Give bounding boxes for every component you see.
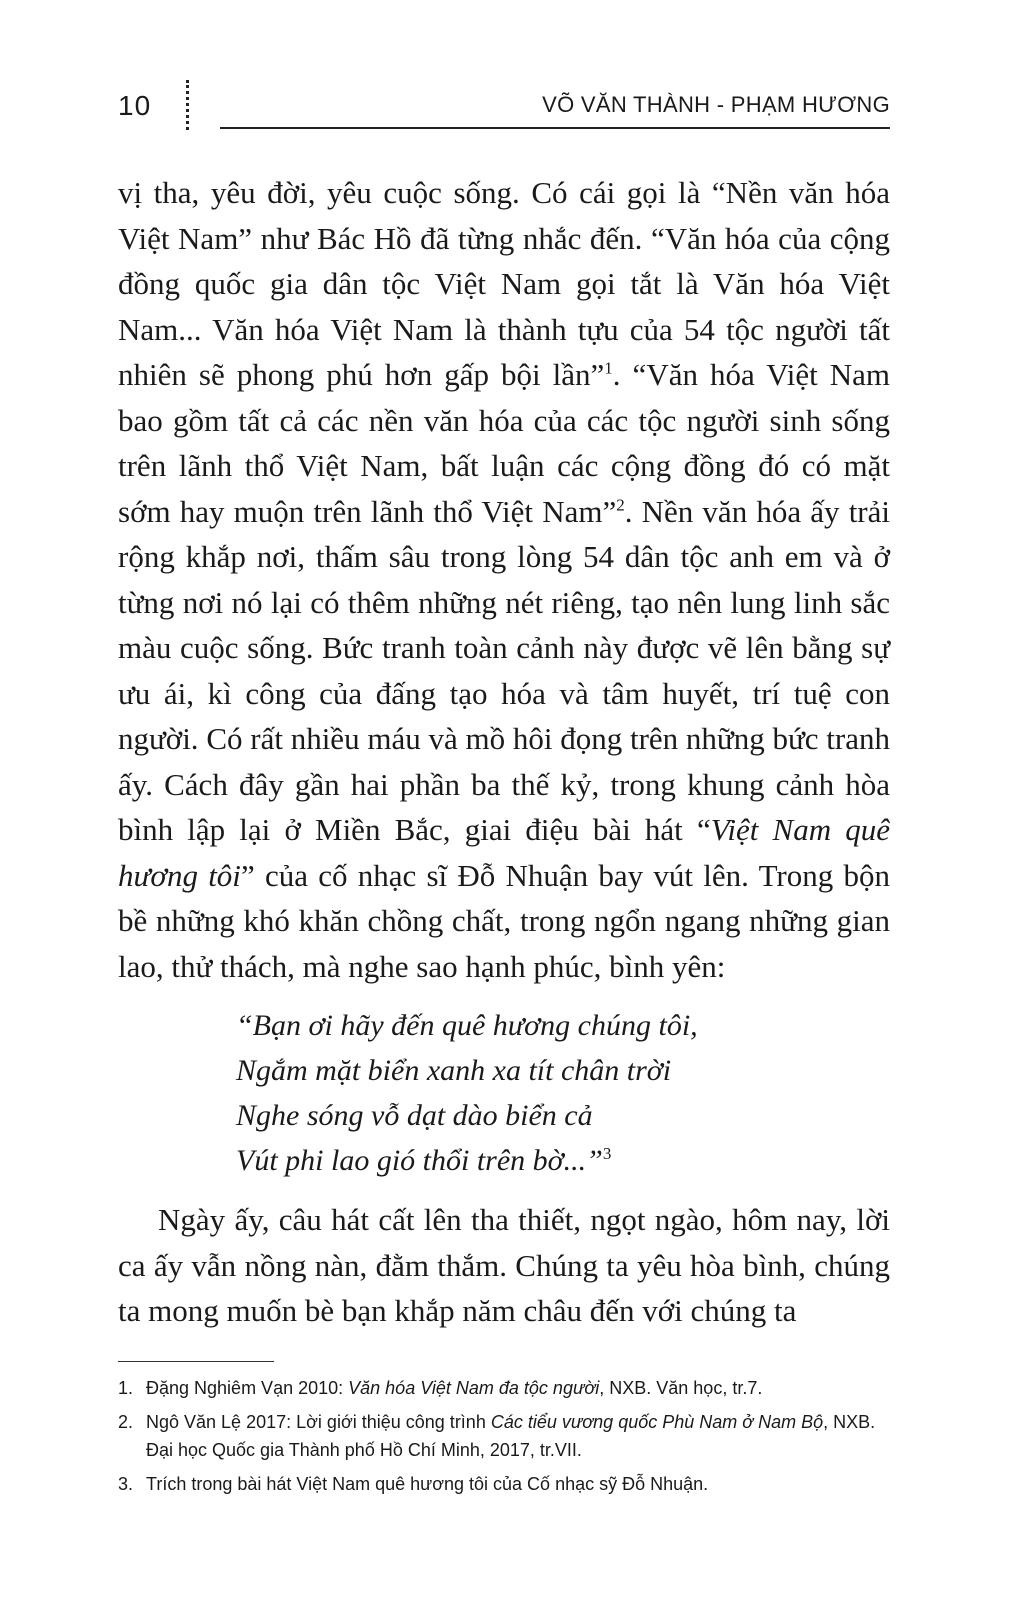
poem-line: “Bạn ơi hãy đến quê hương chúng tôi, xyxy=(236,1009,698,1042)
footnote-2 xyxy=(118,1408,890,1464)
song-title: Việt Nam quê hương tôi xyxy=(118,812,891,893)
poem-line-last xyxy=(236,1138,890,1183)
poem-line: Ngắm mặt biển xanh xa tít chân trời xyxy=(236,1054,672,1087)
footnotes xyxy=(118,1374,890,1504)
header-rule xyxy=(220,127,890,129)
paragraph-1-part-3: . Nền văn hóa ấy trải rộng khắp nơi, thấm sâu trong lòng 54 dân tộc anh em và ở từng nơi nó lại có thêm những nét riêng, tạo nên lung linh sắc màu cuộc sống. Bức tranh toàn cảnh này được vẽ lên bằng sự ưu ái, kì công của đấng tạo hóa và tâm huyết, trí tuệ con người. Có rất nhiều máu và mồ hôi đọng trên những bức tranh ấy. Cách đây gần hai phần ba thế kỷ, trong khung cảnh hòa bình lập lại ở Miền Bắc, giai điệu bài hát “ xyxy=(118,493,891,847)
footnote-ref-1[interactable]: 1 xyxy=(604,358,613,378)
footnote-text-post: , NXB. Đại học Quốc gia Thành phố Hồ Chí Minh, 2017, tr.VII. xyxy=(146,1412,876,1460)
poem-line: Nghe sóng vỗ dạt dào biển cả xyxy=(236,1099,593,1132)
footnote-1 xyxy=(118,1374,890,1402)
footnote-number: 2. xyxy=(118,1412,134,1432)
footnote-number: 3. xyxy=(118,1474,134,1494)
footnote-ref-2[interactable]: 2 xyxy=(616,495,625,515)
paragraph-1-part-1: vị tha, yêu đời, yêu cuộc sống. Có cái gọi là “Nền văn hóa Việt Nam” như Bác Hồ đã từng nhắc đến. “Văn hóa của cộng đồng quốc gia dân tộc Việt Nam gọi tắt là Văn hóa Việt Nam... Văn hóa Việt Nam là thành tựu của 54 tộc người tất nhiên sẽ phong phú hơn gấp bội lần” xyxy=(118,175,890,392)
paragraph-1-part-2: . “Văn hóa Việt Nam bao gồm tất cả các nền văn hóa của các tộc người sinh sống trên lãnh thổ Việt Nam, bất luận các cộng đồng đó có mặt sớm hay muộn trên lãnh thổ Việt Nam” xyxy=(118,357,891,529)
footnote-text xyxy=(146,1374,890,1402)
main-text xyxy=(118,170,890,989)
page-header xyxy=(118,78,890,134)
paragraph-1-part-4: ” của cố nhạc sĩ Đỗ Nhuận bay vút lên. Trong bộn bề những khó khăn chồng chất, trong ngổn ngang những gian lao, thử thách, mà nghe sao hạnh phúc, bình yên: xyxy=(118,857,890,984)
footnote-title: Văn hóa Việt Nam đa tộc người xyxy=(348,1378,600,1398)
running-title: VÕ VĂN THÀNH - PHẠM HƯƠNG xyxy=(542,92,890,117)
paragraph-2: Ngày ấy, câu hát cất lên tha thiết, ngọt ngào, hôm nay, lời ca ấy vẫn nồng nàn, đằm thắm. Chúng ta yêu hòa bình, chúng ta mong muốn bè bạn khắp năm châu đến với chúng ta xyxy=(118,1202,890,1328)
footnote-title: Các tiểu vương quốc Phù Nam ở Nam Bộ xyxy=(490,1412,824,1432)
footnote-text-post: , NXB. Văn học, tr.7. xyxy=(599,1378,763,1398)
main-text-continued xyxy=(118,1197,890,1334)
poem-line-text: Vút phi lao gió thổi trên bờ...” xyxy=(236,1144,603,1177)
song-quote xyxy=(236,1003,890,1183)
paragraph-1 xyxy=(118,170,890,989)
header-separator xyxy=(186,80,189,130)
footnote-ref-3[interactable]: 3 xyxy=(602,1144,612,1163)
footnote-text xyxy=(146,1470,890,1498)
footnote-number: 1. xyxy=(118,1378,134,1398)
footnote-text-pre: Đặng Nghiêm Vạn 2010: xyxy=(146,1378,349,1398)
footnote-rule xyxy=(118,1361,274,1362)
footnote-text-pre: Trích trong bài hát Việt Nam quê hương tôi của Cố nhạc sỹ Đỗ Nhuận. xyxy=(146,1474,709,1494)
page-number: 10 xyxy=(118,90,152,121)
footnote-text-pre: Ngô Văn Lệ 2017: Lời giới thiệu công trình xyxy=(146,1412,491,1432)
footnote-text xyxy=(146,1408,890,1464)
footnote-3 xyxy=(118,1470,890,1498)
